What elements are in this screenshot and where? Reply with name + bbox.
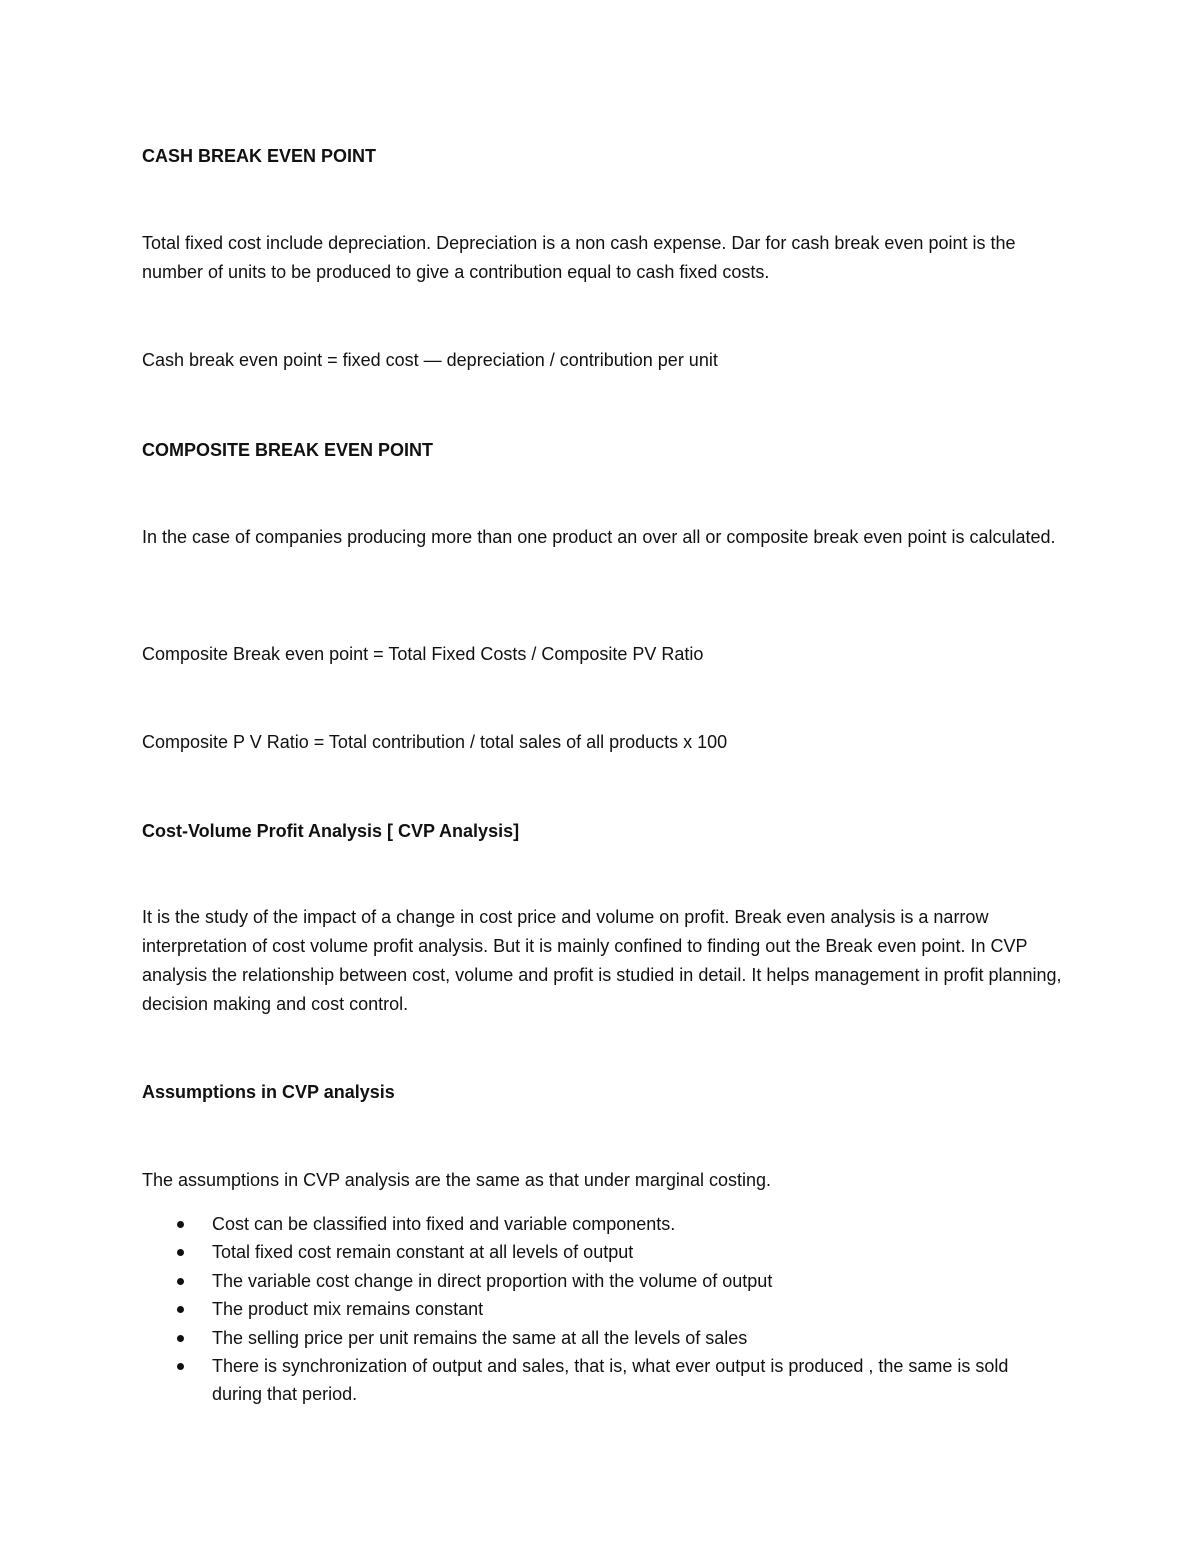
bullet-icon (177, 1249, 184, 1256)
list-item-text: Cost can be classified into fixed and variable components. (212, 1214, 676, 1234)
list-item (142, 1324, 1062, 1352)
paragraph-cvp-analysis: It is the study of the impact of a change in cost price and volume on profit. Break even analysis is a narrow interpretation of cost volume profit analysis. But it is mainly confined to finding out the Break even point. In CVP analysis the relationship between cost, volume and profit is studied in detail. It helps management in profit planning, decision making and cost control. (142, 907, 1062, 1014)
bullet-icon (177, 1335, 184, 1342)
formula-composite-break-even: Composite Break even point = Total Fixed Costs / Composite PV Ratio (142, 644, 704, 664)
list-item-text: The product mix remains constant (212, 1299, 484, 1320)
list-item (142, 1352, 1062, 1409)
list-item (142, 1210, 1062, 1238)
bullet-icon (177, 1221, 184, 1228)
paragraph-assumptions-intro: The assumptions in CVP analysis are the same as that under marginal costing. (142, 1170, 771, 1190)
bullet-icon (177, 1278, 184, 1285)
list-item-text: Total fixed cost remain constant at all levels of output (212, 1242, 634, 1263)
list-item (142, 1295, 1062, 1323)
heading-cvp-analysis: Cost-Volume Profit Analysis [ CVP Analysis] (142, 821, 520, 841)
list-item (142, 1238, 1062, 1266)
heading-assumptions-cvp: Assumptions in CVP analysis (142, 1082, 395, 1102)
list-item (142, 1267, 1062, 1295)
assumptions-list (142, 1210, 1062, 1409)
list-item-text: The variable cost change in direct proportion with the volume of output (212, 1270, 773, 1291)
bullet-icon (177, 1363, 184, 1370)
list-item-text: The selling price per unit remains the same at all the levels of sales (212, 1327, 748, 1348)
formula-cash-break-even: Cash break even point = fixed cost — depreciation / contribution per unit (142, 350, 718, 370)
list-item-text: There is synchronization of output and sales, that is, what ever output is produced , the same is sold during that period. (212, 1356, 1009, 1405)
bullet-icon (177, 1306, 184, 1313)
paragraph-cash-break-even: Total fixed cost include depreciation. Depreciation is a non cash expense. Dar for cash break even point is the number of units to be produced to give a contribution equal to cash fixed costs. (142, 233, 1016, 282)
paragraph-composite-break-even: In the case of companies producing more than one product an over all or composite break even point is calculated. (142, 527, 1056, 547)
formula-composite-pv-ratio: Composite P V Ratio = Total contribution / total sales of all products x 100 (142, 732, 728, 752)
heading-composite-break-even-point: COMPOSITE BREAK EVEN POINT (142, 440, 434, 460)
heading-cash-break-even-point: CASH BREAK EVEN POINT (142, 146, 377, 166)
